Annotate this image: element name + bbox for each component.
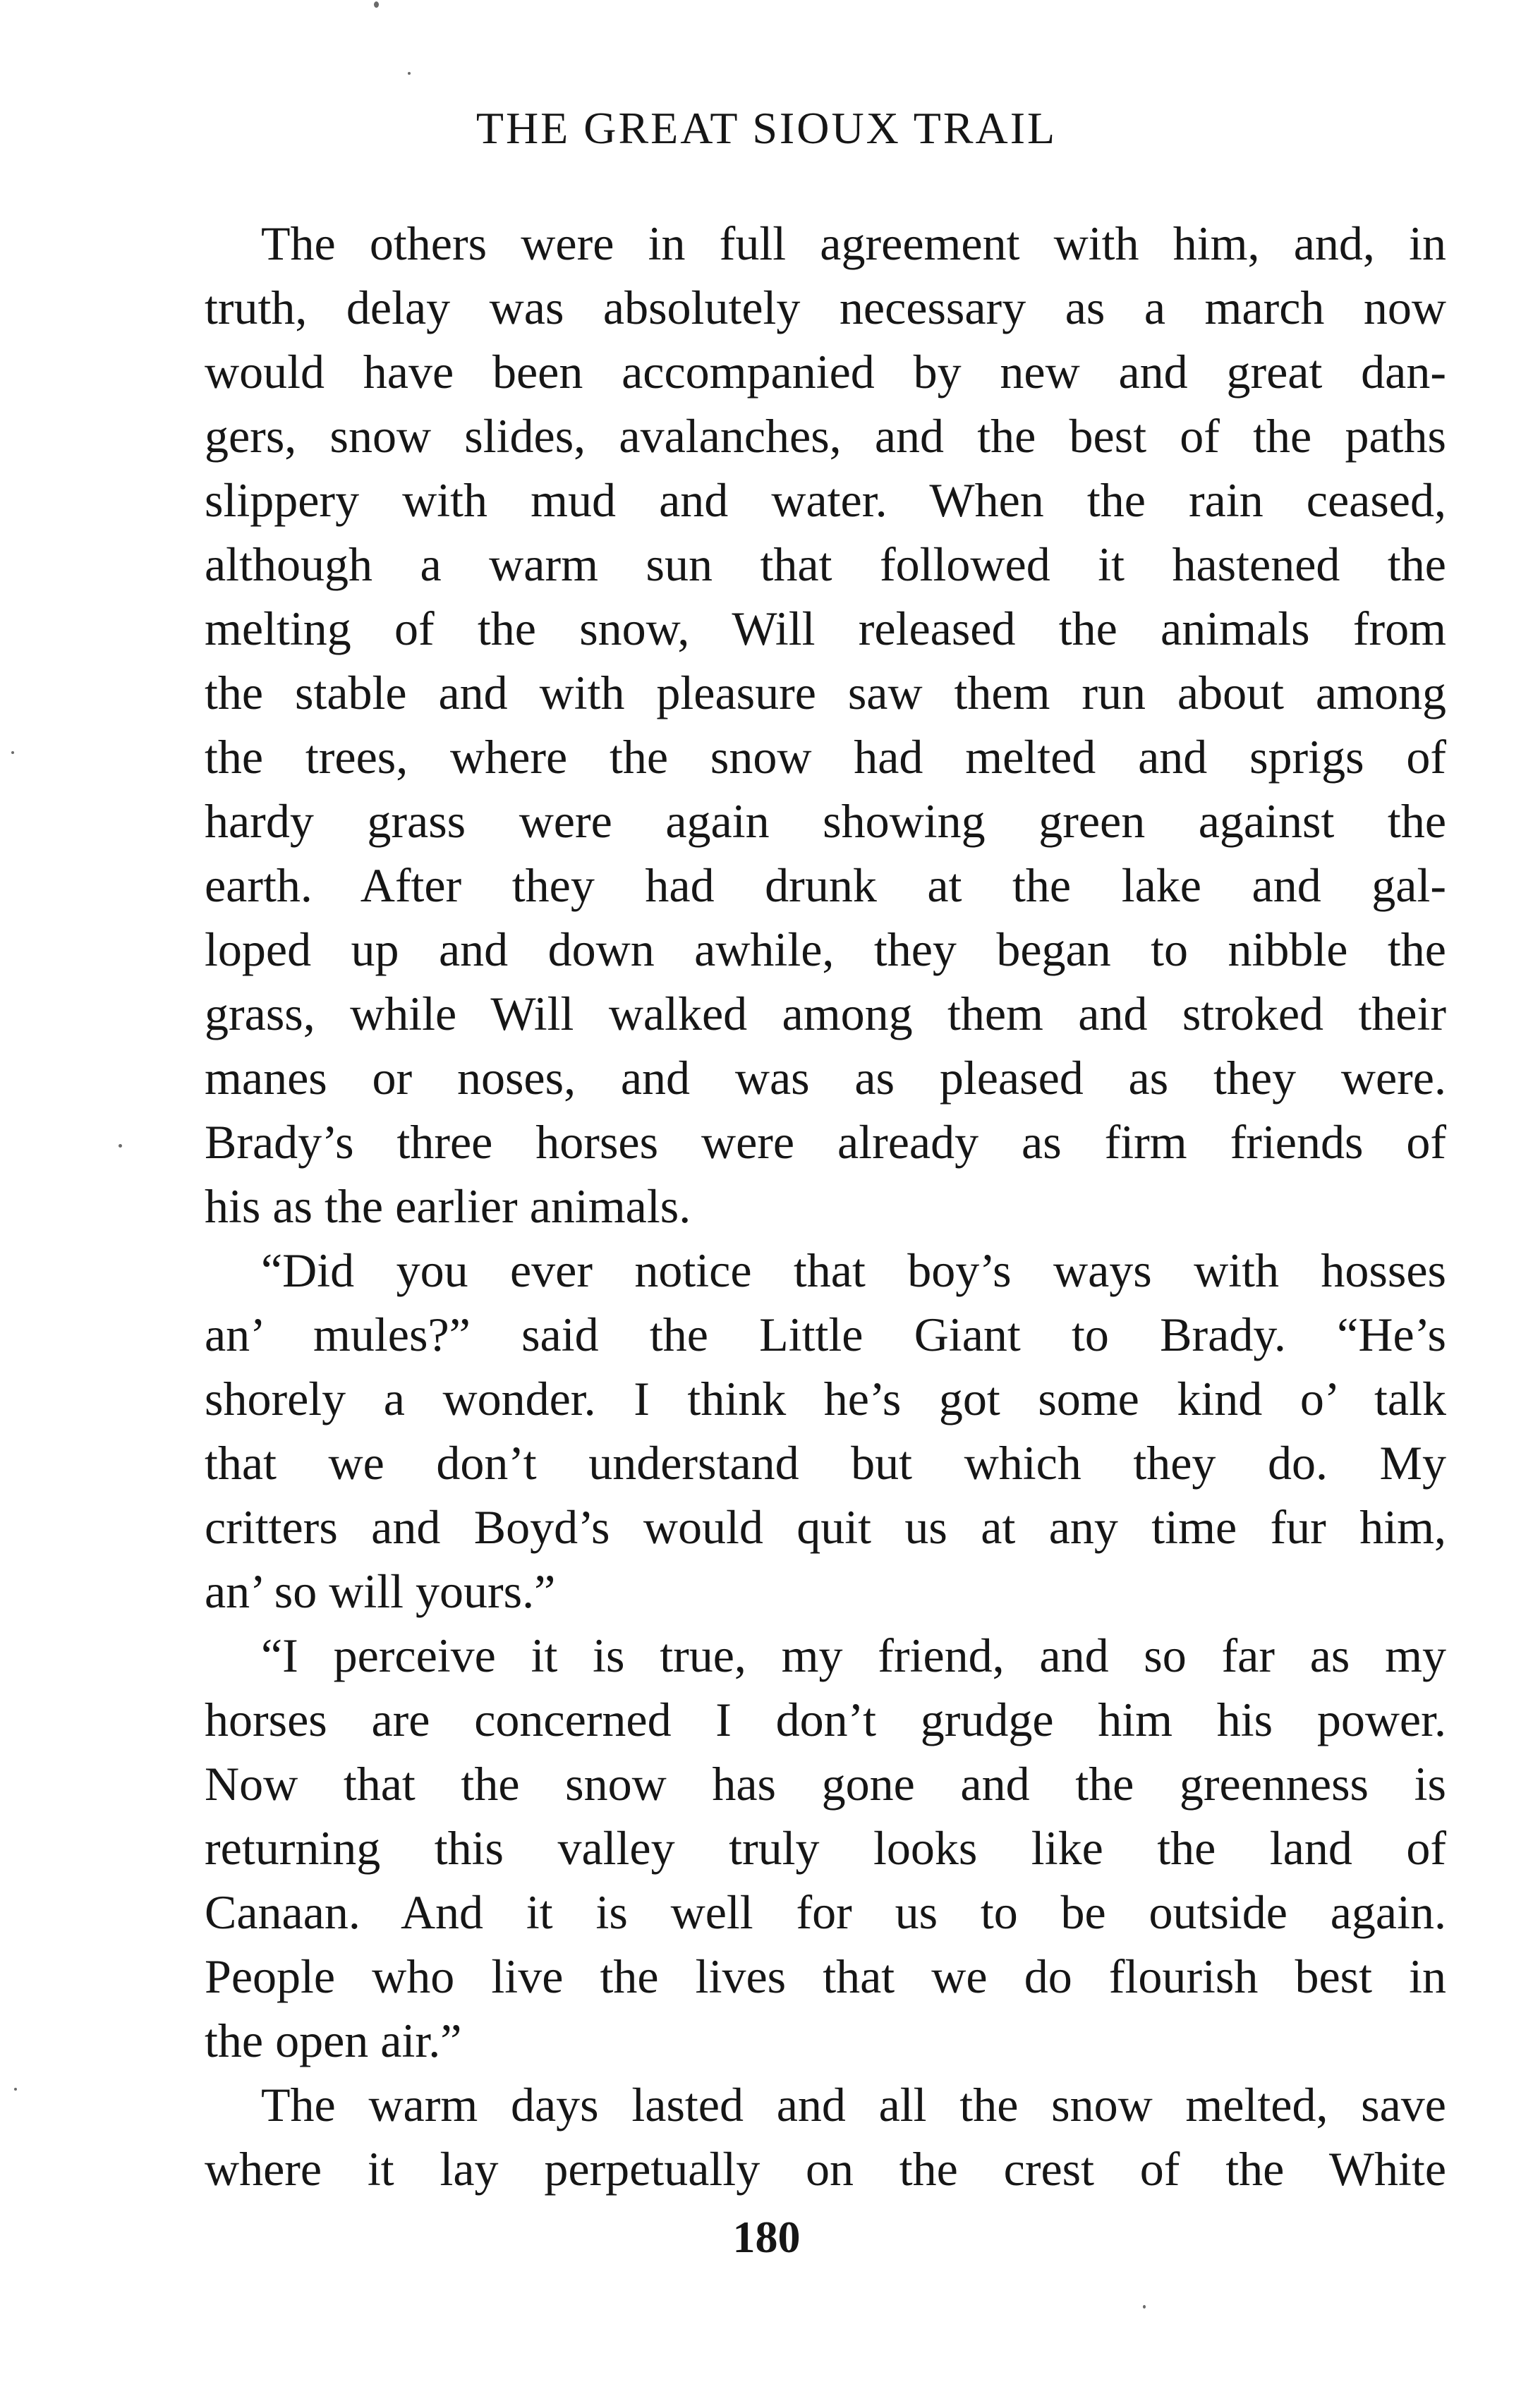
scan-speck xyxy=(374,1,379,8)
text-line: horses are concerned I don’t grudge him his power. xyxy=(205,1693,1446,1746)
text-line: manes or noses, and was as pleased as they were. xyxy=(205,1051,1446,1105)
scan-speck xyxy=(14,2088,17,2091)
text-line: gers, snow slides, avalanches, and the best of the paths xyxy=(205,409,1446,463)
text-line: shorely a wonder. I think he’s got some kind o’ talk xyxy=(205,1372,1446,1425)
text-line: Canaan. And it is well for us to be outside again. xyxy=(205,1885,1446,1939)
body-text xyxy=(205,212,1446,2201)
text-line: “I perceive it is true, my friend, and so far as my xyxy=(261,1629,1446,1682)
text-line: melting of the snow, Will released the animals from xyxy=(205,602,1446,655)
text-line: where it lay perpetually on the crest of the White xyxy=(205,2142,1446,2196)
text-line: Now that the snow has gone and the greenness is xyxy=(205,1757,1446,1811)
paragraph-4 xyxy=(205,2073,1446,2201)
text-line: The warm days lasted and all the snow melted, save xyxy=(261,2078,1446,2132)
text-line: an’ so will yours.” xyxy=(205,1564,556,1618)
text-line: the open air.” xyxy=(205,2014,462,2067)
text-line: “Did you ever notice that boy’s ways with hosses xyxy=(261,1243,1446,1297)
text-line: grass, while Will walked among them and stroked their xyxy=(205,987,1446,1040)
text-line: hardy grass were again showing green against the xyxy=(205,794,1446,848)
text-line: his as the earlier animals. xyxy=(205,1179,691,1233)
text-line: slippery with mud and water. When the rain ceased, xyxy=(205,473,1446,527)
text-line: Brady’s three horses were already as firm friends of xyxy=(205,1115,1446,1169)
running-head: THE GREAT SIOUX TRAIL xyxy=(475,103,1058,153)
text-line: the stable and with pleasure saw them run about among xyxy=(205,666,1446,719)
scan-speck xyxy=(1143,2305,1146,2309)
text-line: loped up and down awhile, they began to nibble the xyxy=(205,923,1446,976)
text-line: truth, delay was absolutely necessary as a march now xyxy=(205,281,1446,334)
page-number: 180 xyxy=(732,2212,801,2262)
paragraph-2 xyxy=(205,1239,1446,1624)
scan-speck xyxy=(11,751,14,754)
paragraph-3 xyxy=(205,1624,1446,2073)
text-line: earth. After they had drunk at the lake and gal- xyxy=(205,858,1446,912)
text-line: The others were in full agreement with him, and, in xyxy=(261,217,1446,270)
text-line: although a warm sun that followed it hastened the xyxy=(205,537,1446,591)
text-line: critters and Boyd’s would quit us at any time fur him, xyxy=(205,1500,1446,1554)
paragraph-1 xyxy=(205,212,1446,1239)
scan-speck xyxy=(119,1144,122,1148)
text-line: returning this valley truly looks like the land of xyxy=(205,1821,1446,1875)
text-line: the trees, where the snow had melted and sprigs of xyxy=(205,730,1446,784)
text-line: would have been accompanied by new and great dan- xyxy=(205,345,1446,399)
text-line: People who live the lives that we do flourish best in xyxy=(205,1950,1446,2003)
scan-speck xyxy=(408,72,411,75)
text-line: that we don’t understand but which they do. My xyxy=(205,1436,1446,1490)
text-line: an’ mules?” said the Little Giant to Brady. “He’s xyxy=(205,1308,1446,1361)
